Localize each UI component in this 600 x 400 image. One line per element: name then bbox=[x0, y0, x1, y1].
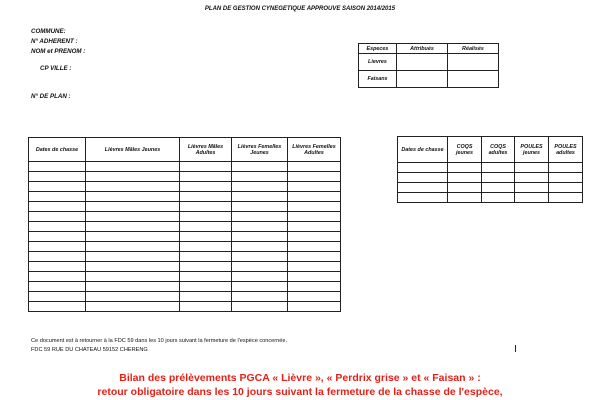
faisans-cell[interactable] bbox=[448, 173, 482, 183]
faisans-cell[interactable] bbox=[482, 163, 515, 173]
lievres-cell[interactable] bbox=[232, 162, 288, 172]
faisans-realises-cell[interactable] bbox=[448, 71, 499, 88]
lievres-cell[interactable] bbox=[232, 222, 288, 232]
lievres-row bbox=[29, 192, 341, 202]
lievres-cell[interactable] bbox=[86, 272, 180, 282]
lievres-row bbox=[29, 292, 341, 302]
lievres-cell[interactable] bbox=[29, 242, 86, 252]
faisans-row-label: Faisans bbox=[359, 71, 397, 88]
lievres-cell[interactable] bbox=[180, 282, 232, 292]
adherent-label: N° ADHERENT : bbox=[31, 38, 78, 45]
lievres-cell[interactable] bbox=[180, 162, 232, 172]
form-title: PLAN DE GESTION CYNEGETIQUE APPROUVE SAISON 2014/2015 bbox=[204, 6, 396, 12]
faisans-table bbox=[397, 136, 583, 203]
fdc-address: FDC 59 RUE DU CHATEAU 59152 CHERENG bbox=[31, 347, 148, 353]
lievres-cell[interactable] bbox=[180, 302, 232, 312]
lievres-cell[interactable] bbox=[86, 232, 180, 242]
faisans-row bbox=[398, 183, 583, 193]
lievres-cell[interactable] bbox=[180, 202, 232, 212]
lievres-cell[interactable] bbox=[29, 202, 86, 212]
lievres-cell[interactable] bbox=[86, 192, 180, 202]
lievres-cell[interactable] bbox=[180, 232, 232, 242]
lievres-cell[interactable] bbox=[86, 172, 180, 182]
lievres-cell[interactable] bbox=[86, 162, 180, 172]
lievres-cell[interactable] bbox=[86, 262, 180, 272]
margin-tick-mark bbox=[515, 345, 516, 352]
lievres-cell[interactable] bbox=[86, 292, 180, 302]
lievres-cell[interactable] bbox=[288, 162, 341, 172]
lievres-row bbox=[29, 182, 341, 192]
faisans-attribues-cell[interactable] bbox=[397, 71, 448, 88]
commune-label: COMMUNE: bbox=[31, 28, 66, 35]
lievres-cell[interactable] bbox=[288, 252, 341, 262]
lievres-row bbox=[29, 232, 341, 242]
faisans-row bbox=[398, 193, 583, 203]
faisans-cell[interactable] bbox=[482, 173, 515, 183]
lievres-cell[interactable] bbox=[29, 232, 86, 242]
lievres-cell[interactable] bbox=[288, 262, 341, 272]
lievres-cell[interactable] bbox=[180, 242, 232, 252]
lievres-cell[interactable] bbox=[29, 172, 86, 182]
faisans-cell[interactable] bbox=[448, 193, 482, 203]
footer-notice-line1: Bilan des prélèvements PGCA « Lièvre », « Perdrix grise » et « Faisan » : bbox=[119, 372, 481, 384]
lievres-cell[interactable] bbox=[288, 232, 341, 242]
lievres-cell[interactable] bbox=[288, 222, 341, 232]
lievres-cell[interactable] bbox=[86, 282, 180, 292]
lievres-cell[interactable] bbox=[86, 202, 180, 212]
cp-ville-label: CP VILLE : bbox=[40, 65, 72, 72]
lievres-row bbox=[29, 212, 341, 222]
lievres-cell[interactable] bbox=[288, 282, 341, 292]
faisans-cell[interactable] bbox=[515, 193, 549, 203]
lievres-row bbox=[29, 162, 341, 172]
faisans-cell[interactable] bbox=[549, 183, 583, 193]
faisans-cell[interactable] bbox=[515, 183, 549, 193]
lievres-dates-header: Dates de chasse bbox=[29, 138, 86, 162]
lievres-cell[interactable] bbox=[288, 172, 341, 182]
faisans-cell[interactable] bbox=[482, 193, 515, 203]
faisans-cell[interactable] bbox=[482, 183, 515, 193]
realises-header: Réalisés bbox=[448, 44, 499, 54]
lievres-cell[interactable] bbox=[288, 182, 341, 192]
species-summary-table bbox=[358, 43, 499, 88]
lievres-cell[interactable] bbox=[86, 302, 180, 312]
lievres-femelles-jeunes-header: Lièvres Femelles Jeunes bbox=[232, 138, 288, 162]
lievres-row bbox=[29, 272, 341, 282]
lievres-row bbox=[29, 302, 341, 312]
lievres-cell[interactable] bbox=[232, 282, 288, 292]
lievres-row bbox=[29, 252, 341, 262]
lievres-cell[interactable] bbox=[232, 212, 288, 222]
lievres-cell[interactable] bbox=[232, 272, 288, 282]
lievres-cell[interactable] bbox=[232, 262, 288, 272]
faisans-cell[interactable] bbox=[398, 193, 448, 203]
poules-adultes-header: POULES adultes bbox=[549, 137, 583, 163]
lievres-cell[interactable] bbox=[86, 212, 180, 222]
numero-plan-label: N° DE PLAN : bbox=[31, 93, 71, 100]
lievres-row bbox=[29, 172, 341, 182]
lievres-row bbox=[29, 282, 341, 292]
lievres-cell[interactable] bbox=[180, 212, 232, 222]
lievres-cell[interactable] bbox=[29, 252, 86, 262]
lievres-cell[interactable] bbox=[232, 302, 288, 312]
lievres-cell[interactable] bbox=[288, 212, 341, 222]
lievres-femelles-adultes-header: Lièvres Femelles Adultes bbox=[288, 138, 341, 162]
lievres-cell[interactable] bbox=[29, 162, 86, 172]
lievres-males-jeunes-header: Lièvres Mâles Jeunes bbox=[86, 138, 180, 162]
lievres-cell[interactable] bbox=[86, 252, 180, 262]
lievres-males-adultes-header: Lièvres Mâles Adultes bbox=[180, 138, 232, 162]
species-header: Especes bbox=[359, 44, 397, 54]
faisans-cell[interactable] bbox=[398, 173, 448, 183]
lievres-cell[interactable] bbox=[232, 242, 288, 252]
lievres-realises-cell[interactable] bbox=[448, 54, 499, 71]
lievres-cell[interactable] bbox=[29, 272, 86, 282]
lievres-cell[interactable] bbox=[180, 252, 232, 262]
attribues-header: Attribués bbox=[397, 44, 448, 54]
lievres-cell[interactable] bbox=[180, 222, 232, 232]
lievres-cell[interactable] bbox=[180, 292, 232, 302]
lievres-row bbox=[29, 242, 341, 252]
lievres-cell[interactable] bbox=[180, 272, 232, 282]
faisans-dates-header: Dates de chasse bbox=[398, 137, 448, 163]
faisans-cell[interactable] bbox=[549, 193, 583, 203]
coqs-jeunes-header: COQS jeunes bbox=[448, 137, 482, 163]
footer-notice-line2: retour obligatoire dans les 10 jours suivant la fermeture de la chasse de l'espèce, bbox=[97, 386, 503, 398]
lievres-cell[interactable] bbox=[180, 172, 232, 182]
lievres-cell[interactable] bbox=[29, 292, 86, 302]
lievres-cell[interactable] bbox=[288, 242, 341, 252]
lievres-cell[interactable] bbox=[29, 192, 86, 202]
lievres-cell[interactable] bbox=[232, 192, 288, 202]
lievres-cell[interactable] bbox=[288, 202, 341, 212]
lievres-row bbox=[29, 262, 341, 272]
coqs-adultes-header: COQS adultes bbox=[482, 137, 515, 163]
nom-prenom-label: NOM et PRENOM : bbox=[31, 48, 86, 55]
faisans-cell[interactable] bbox=[515, 163, 549, 173]
lievres-cell[interactable] bbox=[232, 182, 288, 192]
faisans-cell[interactable] bbox=[448, 183, 482, 193]
lievres-row bbox=[29, 202, 341, 212]
lievres-cell[interactable] bbox=[232, 252, 288, 262]
lievres-cell[interactable] bbox=[288, 192, 341, 202]
lievres-cell[interactable] bbox=[232, 232, 288, 242]
faisans-cell[interactable] bbox=[448, 163, 482, 173]
lievres-cell[interactable] bbox=[29, 212, 86, 222]
faisans-cell[interactable] bbox=[398, 163, 448, 173]
lievres-cell[interactable] bbox=[86, 182, 180, 192]
lievres-cell[interactable] bbox=[29, 222, 86, 232]
return-note: Ce document est à retourner à la FDC 59 dans les 10 jours suivant la fermeture de l'espèce concernée. bbox=[31, 338, 288, 344]
lievres-cell[interactable] bbox=[29, 302, 86, 312]
lievres-attribues-cell[interactable] bbox=[397, 54, 448, 71]
poules-jeunes-header: POULES jeunes bbox=[515, 137, 549, 163]
lievres-cell[interactable] bbox=[180, 192, 232, 202]
lievres-cell[interactable] bbox=[288, 272, 341, 282]
faisans-row bbox=[398, 163, 583, 173]
lievres-cell[interactable] bbox=[29, 282, 86, 292]
lievres-cell[interactable] bbox=[288, 292, 341, 302]
lievres-table bbox=[28, 137, 341, 312]
lievres-cell[interactable] bbox=[180, 182, 232, 192]
faisans-cell[interactable] bbox=[549, 163, 583, 173]
lievres-cell[interactable] bbox=[29, 182, 86, 192]
faisans-cell[interactable] bbox=[398, 183, 448, 193]
lievres-cell[interactable] bbox=[232, 292, 288, 302]
lievres-cell[interactable] bbox=[29, 262, 86, 272]
lievres-cell[interactable] bbox=[86, 222, 180, 232]
faisans-cell[interactable] bbox=[515, 173, 549, 183]
lievres-row bbox=[29, 222, 341, 232]
lievres-cell[interactable] bbox=[180, 262, 232, 272]
lievres-cell[interactable] bbox=[232, 172, 288, 182]
lievres-cell[interactable] bbox=[86, 242, 180, 252]
lievres-row-label: Lievres bbox=[359, 54, 397, 71]
faisans-cell[interactable] bbox=[549, 173, 583, 183]
faisans-row bbox=[398, 173, 583, 183]
lievres-cell[interactable] bbox=[288, 302, 341, 312]
lievres-cell[interactable] bbox=[232, 202, 288, 212]
